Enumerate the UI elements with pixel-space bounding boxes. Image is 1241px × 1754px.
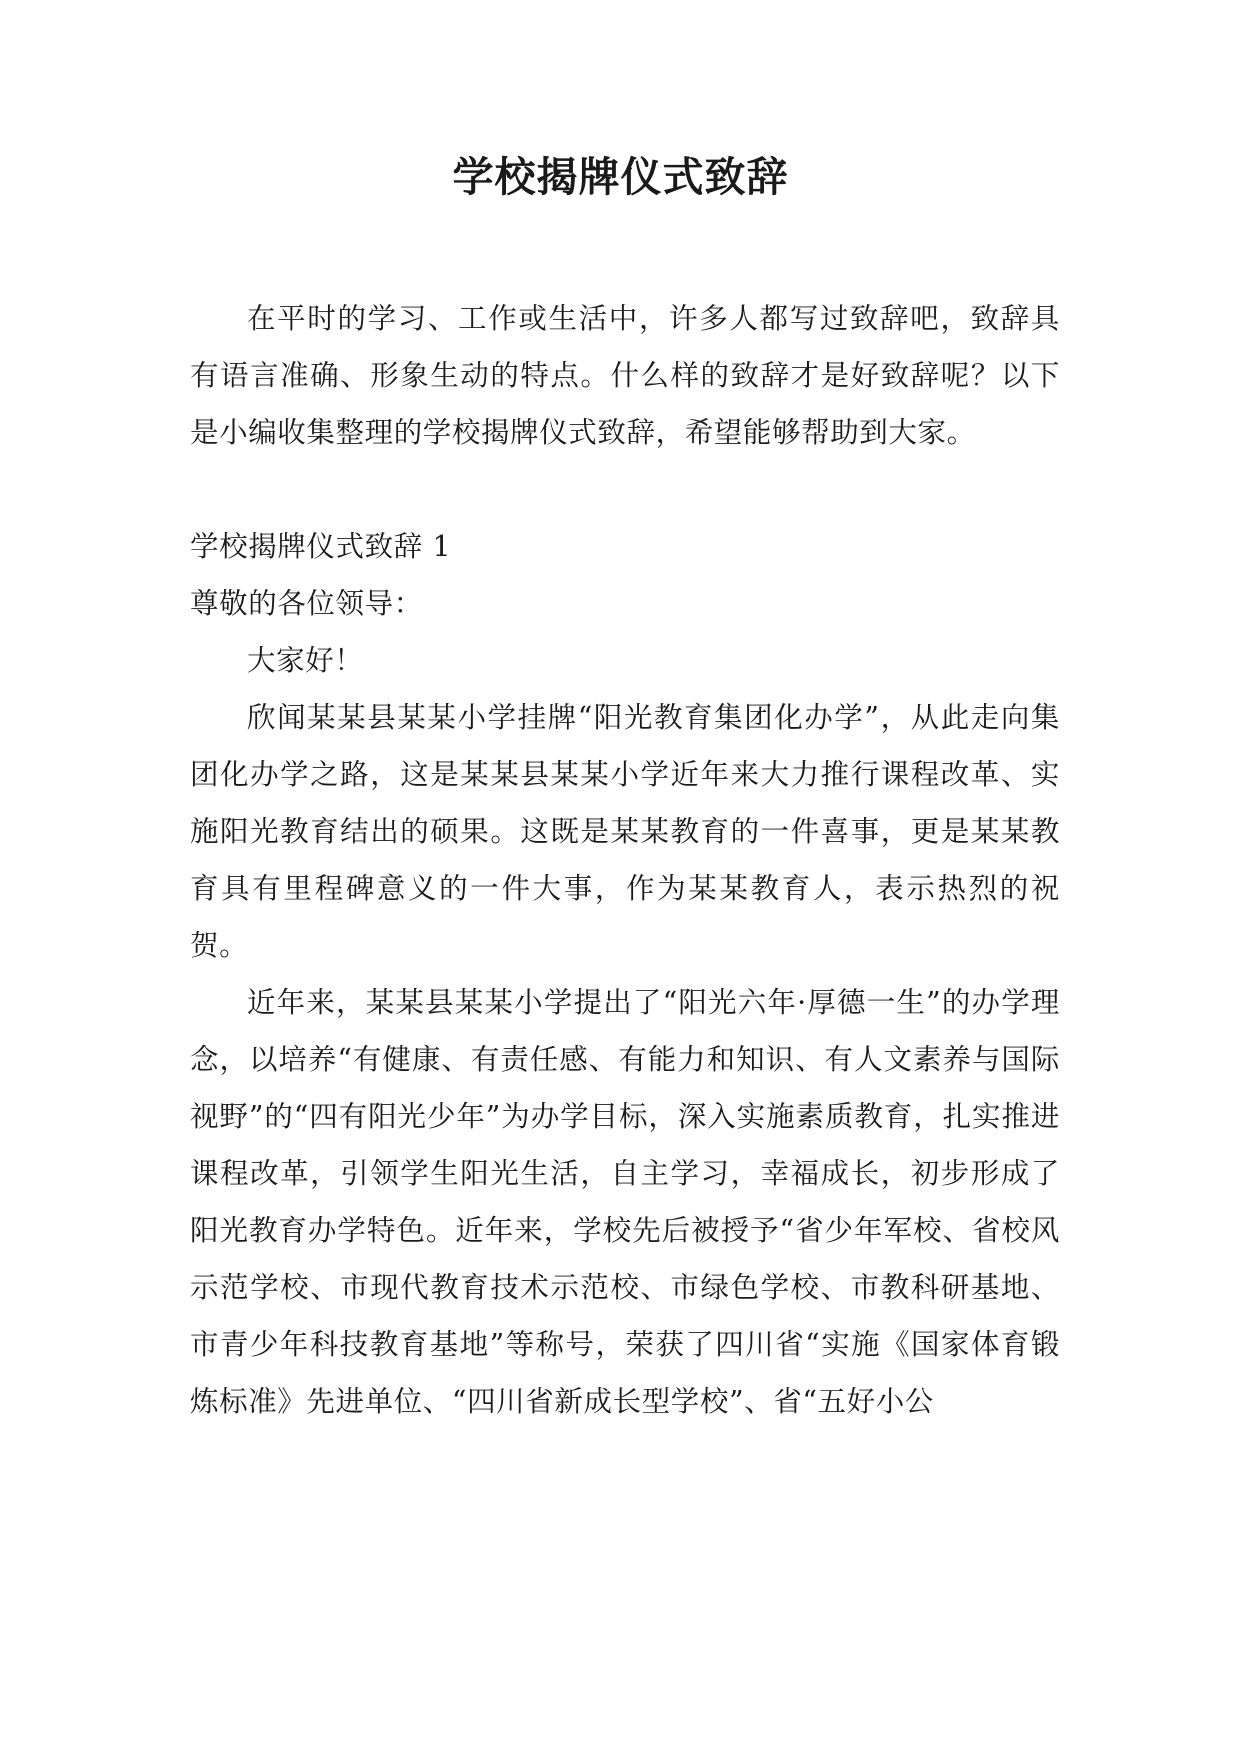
body-paragraph-2: 近年来，某某县某某小学提出了“阳光六年·厚德一生”的办学理念，以培养“有健康、有责任感、有能力和知识、有人文素养与国际视野”的“四有阳光少年”为办学目标，深入实施素质教育，扎实推进课程改革，引领学生阳光生活，自主学习，幸福成长，初步形成了阳光教育办学特色。近年来，学校先后被授予“省少年军校、省校风示范学校、市现代教育技术示范校、市绿色学校、市教科研基地、市青少年科技教育基地”等称号，荣获了四川省“实施《国家体育锻炼标准》先进单位、“四川省新成长型学校”、省“五好小公: [190, 986, 1060, 1418]
document-body: [190, 290, 1060, 1430]
body-paragraph-1: 欣闻某某县某某小学挂牌“阳光教育集团化办学”，从此走向集团化办学之路，这是某某县某某小学近年来大力推行课程改革、实施阳光教育结出的硕果。这既是某某教育的一件喜事，更是某某教育具有里程碑意义的一件大事，作为某某教育人，表示热烈的祝贺。: [190, 701, 1060, 962]
paragraph-gap: [190, 461, 1060, 518]
intro-paragraph: 在平时的学习、工作或生活中，许多人都写过致辞吧，致辞具有语言准确、形象生动的特点。什么样的致辞才是好致辞呢？以下是小编收集整理的学校揭牌仪式致辞，希望能够帮助到大家。: [190, 302, 1060, 449]
greeting: 大家好！: [247, 644, 364, 677]
section-heading: 学校揭牌仪式致辞 1: [190, 530, 452, 563]
salutation: 尊敬的各位领导：: [190, 587, 423, 620]
document-title: 学校揭牌仪式致辞: [452, 153, 789, 201]
